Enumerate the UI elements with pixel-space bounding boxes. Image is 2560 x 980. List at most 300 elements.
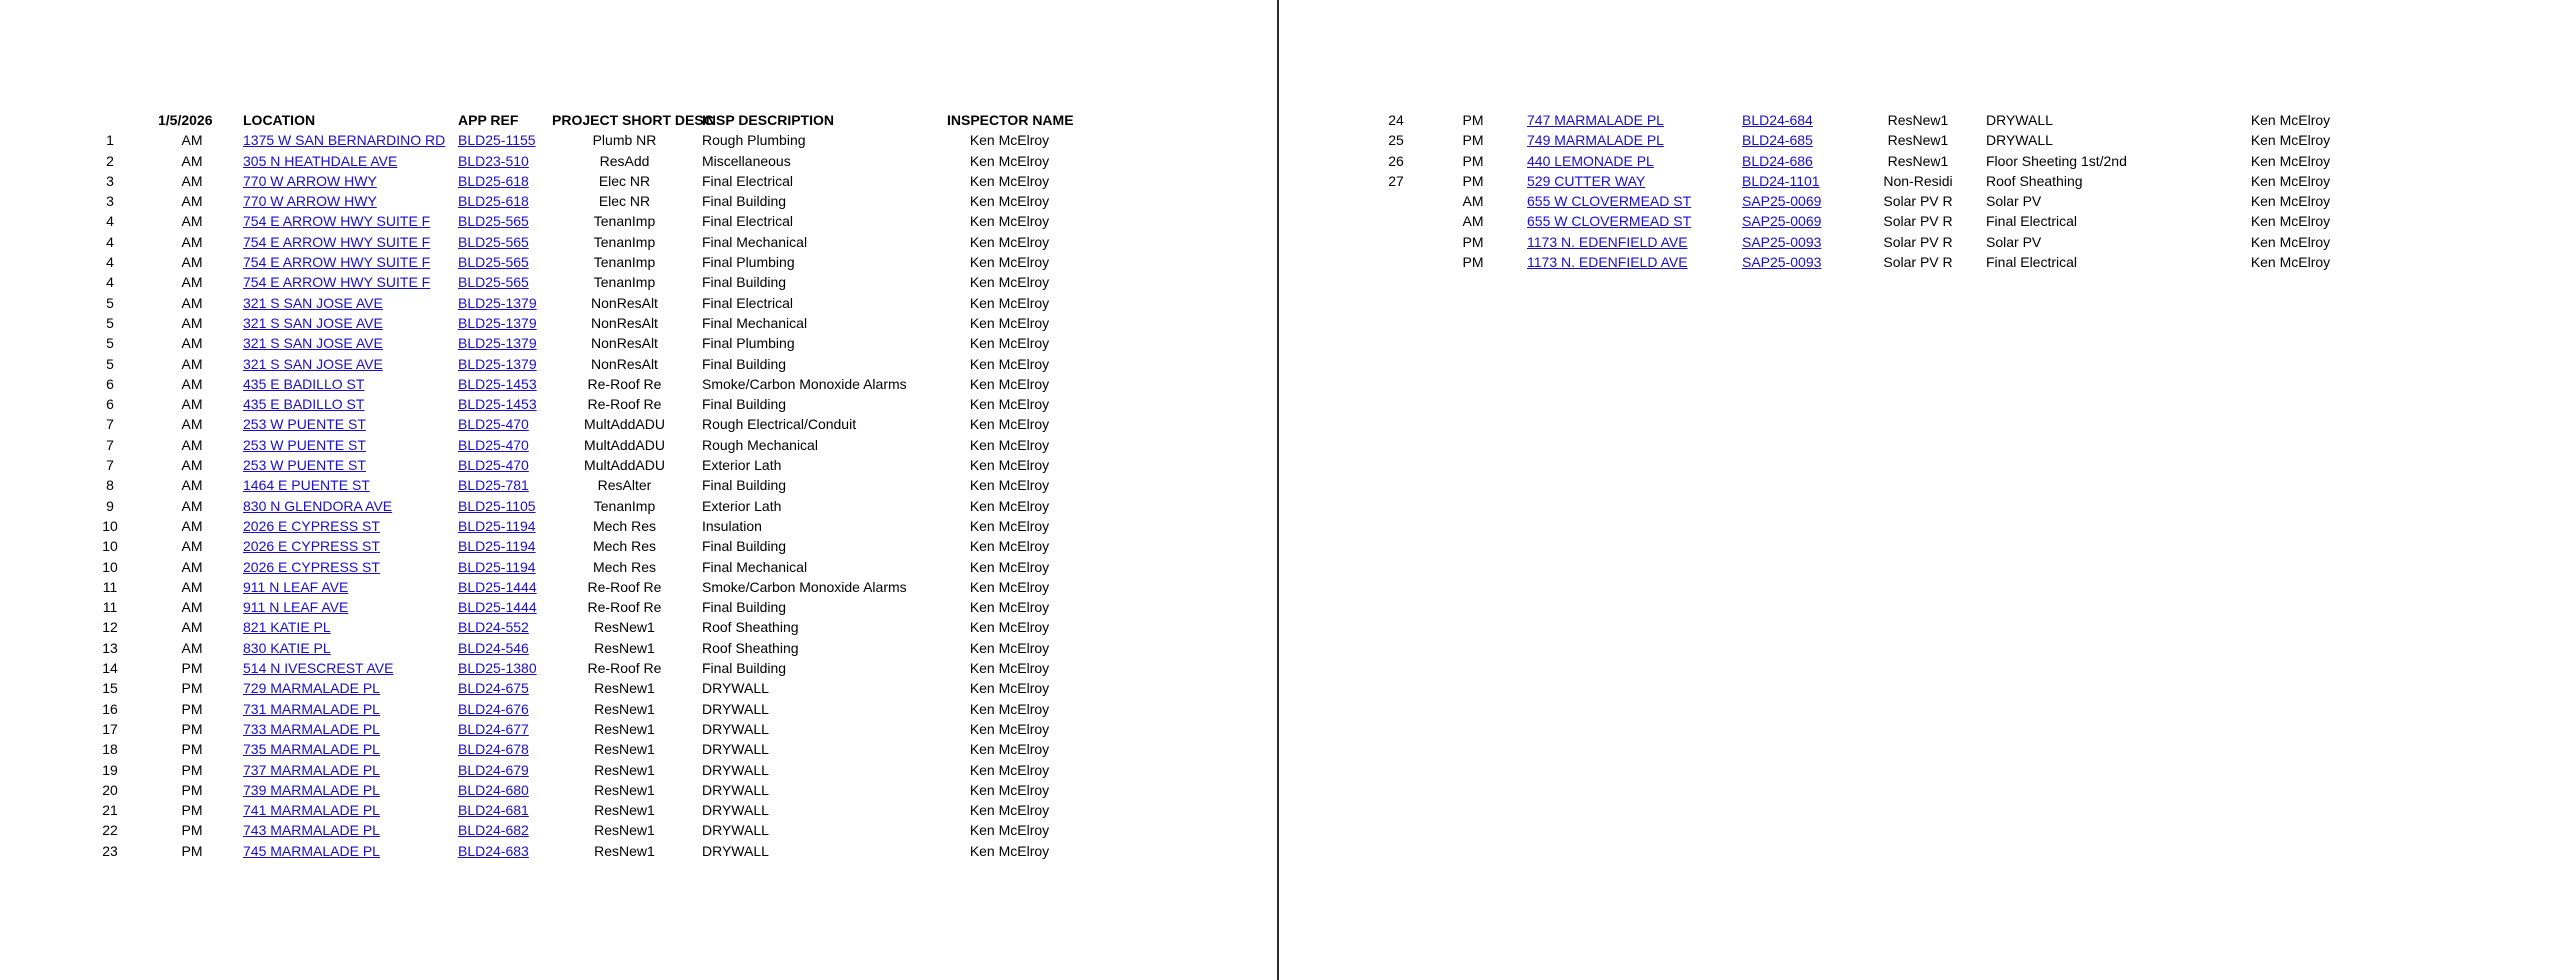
stop-number: 12 — [102, 619, 118, 636]
time-slot: AM — [181, 172, 203, 189]
app-ref-link[interactable]: BLD25-565 — [458, 233, 529, 250]
stop-number: 4 — [106, 254, 114, 271]
app-ref-link[interactable]: BLD25-1155 — [458, 132, 536, 149]
table-row — [1279, 191, 2560, 211]
inspector-name: Ken McElroy — [969, 700, 1050, 717]
location-link[interactable]: 754 E ARROW HWY SUITE F — [243, 254, 431, 271]
stop-number: 19 — [102, 761, 118, 778]
stop-number: 7 — [106, 416, 114, 433]
table-row — [0, 272, 1277, 292]
app-ref-link[interactable]: BLD25-618 — [458, 193, 529, 210]
stop-number: 6 — [106, 396, 114, 413]
location-link[interactable]: 821 KATIE PL — [243, 619, 331, 636]
location-link[interactable]: 321 S SAN JOSE AVE — [243, 294, 383, 311]
location-link[interactable]: 2026 E CYPRESS ST — [243, 538, 380, 555]
header-app-ref: APP REF — [458, 112, 519, 128]
stop-number: 20 — [102, 781, 118, 798]
time-slot: PM — [1462, 172, 1484, 189]
inspector-name: Ken McElroy — [969, 741, 1050, 758]
insp-description: Final Building — [702, 660, 787, 677]
inspector-name: Ken McElroy — [969, 680, 1050, 697]
location-link[interactable]: 729 MARMALADE PL — [243, 680, 380, 697]
app-ref-link[interactable]: BLD23-510 — [458, 152, 529, 169]
time-slot: AM — [181, 578, 203, 595]
inspector-name: Ken McElroy — [969, 802, 1050, 819]
app-ref-link[interactable]: BLD25-565 — [458, 213, 529, 230]
right-table-body — [1279, 110, 2560, 272]
inspector-name: Ken McElroy — [969, 457, 1050, 474]
time-slot: PM — [1462, 254, 1484, 271]
location-link[interactable]: 754 E ARROW HWY SUITE F — [243, 233, 431, 250]
time-slot: PM — [181, 761, 203, 778]
time-slot: AM — [1462, 193, 1484, 210]
app-ref-link[interactable]: BLD24-552 — [458, 619, 529, 636]
inspector-name: Ken McElroy — [969, 639, 1050, 656]
app-ref-link[interactable]: BLD24-1101 — [1742, 172, 1820, 189]
inspector-name: Ken McElroy — [969, 578, 1050, 595]
project-short-desc: MultAddADU — [584, 457, 665, 474]
location-link[interactable]: 747 MARMALADE PL — [1527, 112, 1664, 128]
stop-number: 25 — [1388, 132, 1404, 149]
insp-description: Final Building — [702, 538, 787, 555]
location-link[interactable]: 253 W PUENTE ST — [243, 436, 366, 453]
inspector-name: Ken McElroy — [969, 761, 1050, 778]
table-row — [1279, 130, 2560, 150]
location-link[interactable]: 655 W CLOVERMEAD ST — [1527, 213, 1692, 230]
time-slot: AM — [181, 375, 203, 392]
table-row — [0, 414, 1277, 434]
project-short-desc: Re-Roof Re — [587, 396, 662, 413]
inspector-name: Ken McElroy — [969, 619, 1050, 636]
table-row — [0, 739, 1277, 759]
location-link[interactable]: 733 MARMALADE PL — [243, 720, 380, 737]
time-slot: PM — [181, 802, 203, 819]
time-slot: PM — [181, 720, 203, 737]
table-row — [0, 232, 1277, 252]
table-row — [0, 719, 1277, 739]
inspector-name: Ken McElroy — [969, 152, 1050, 169]
table-row — [0, 151, 1277, 171]
project-short-desc: ResNew1 — [594, 720, 655, 737]
table-row — [0, 678, 1277, 698]
stop-number: 15 — [102, 680, 118, 697]
location-link[interactable]: 321 S SAN JOSE AVE — [243, 314, 383, 331]
project-short-desc: MultAddADU — [584, 436, 665, 453]
table-row — [0, 313, 1277, 333]
location-link[interactable]: 2026 E CYPRESS ST — [243, 517, 380, 534]
insp-description: Final Building — [702, 274, 787, 291]
insp-description: Smoke/Carbon Monoxide Alarms — [702, 578, 907, 595]
project-short-desc: Mech Res — [592, 558, 657, 575]
table-row — [0, 800, 1277, 820]
app-ref-link[interactable]: SAP25-0069 — [1742, 213, 1822, 230]
project-short-desc: ResNew1 — [594, 781, 655, 798]
project-short-desc: TenanImp — [593, 233, 656, 250]
project-short-desc: TenanImp — [593, 213, 656, 230]
insp-description: DRYWALL — [702, 842, 769, 859]
table-row — [0, 516, 1277, 536]
time-slot: AM — [181, 457, 203, 474]
time-slot: AM — [181, 436, 203, 453]
stop-number: 5 — [106, 314, 114, 331]
table-row — [0, 760, 1277, 780]
stop-number: 14 — [102, 660, 118, 677]
time-slot: AM — [181, 517, 203, 534]
project-short-desc: Solar PV R — [1883, 233, 1953, 250]
insp-description: Final Electrical — [702, 294, 794, 311]
stop-number: 10 — [102, 538, 118, 555]
insp-description: DRYWALL — [1986, 132, 2053, 149]
insp-description: Roof Sheathing — [1986, 172, 2083, 189]
inspector-name: Ken McElroy — [969, 375, 1050, 392]
header-inspector-name: INSPECTOR NAME — [947, 112, 1074, 128]
inspector-name: Ken McElroy — [2250, 233, 2331, 250]
app-ref-link[interactable]: BLD25-1105 — [458, 497, 536, 514]
app-ref-link[interactable]: BLD24-676 — [458, 700, 529, 717]
insp-description: Solar PV — [1986, 193, 2042, 210]
stop-number: 10 — [102, 558, 118, 575]
location-link[interactable]: 1375 W SAN BERNARDINO RD — [243, 132, 446, 149]
inspector-name: Ken McElroy — [969, 842, 1050, 859]
location-link[interactable]: 770 W ARROW HWY — [243, 172, 377, 189]
stop-number: 21 — [102, 802, 118, 819]
location-link[interactable]: 911 N LEAF AVE — [243, 578, 349, 595]
insp-description: Rough Mechanical — [702, 436, 818, 453]
location-link[interactable]: 731 MARMALADE PL — [243, 700, 380, 717]
table-row — [0, 354, 1277, 374]
location-link[interactable]: 305 N HEATHDALE AVE — [243, 152, 398, 169]
app-ref-link[interactable]: BLD24-678 — [458, 741, 529, 758]
location-link[interactable]: 321 S SAN JOSE AVE — [243, 335, 383, 352]
table-row — [1279, 252, 2560, 272]
time-slot: AM — [181, 274, 203, 291]
location-link[interactable]: 735 MARMALADE PL — [243, 741, 380, 758]
stop-number: 13 — [102, 639, 118, 656]
insp-description: DRYWALL — [1986, 112, 2053, 128]
location-link[interactable]: 741 MARMALADE PL — [243, 802, 380, 819]
inspector-name: Ken McElroy — [2250, 152, 2331, 169]
inspector-name: Ken McElroy — [2250, 193, 2331, 210]
inspector-name: Ken McElroy — [969, 314, 1050, 331]
time-slot: AM — [181, 152, 203, 169]
stop-number: 26 — [1388, 152, 1404, 169]
insp-description: Final Mechanical — [702, 233, 808, 250]
time-slot: PM — [181, 822, 203, 839]
project-short-desc: ResNew1 — [594, 680, 655, 697]
app-ref-link[interactable]: BLD25-1444 — [458, 599, 537, 616]
app-ref-link[interactable]: BLD24-680 — [458, 781, 529, 798]
time-slot: AM — [181, 396, 203, 413]
insp-description: Rough Electrical/Conduit — [702, 416, 857, 433]
project-short-desc: Re-Roof Re — [587, 599, 662, 616]
app-ref-link[interactable]: BLD24-681 — [458, 802, 529, 819]
time-slot: AM — [181, 193, 203, 210]
insp-description: Final Electrical — [1986, 213, 2078, 230]
stop-number: 7 — [106, 457, 114, 474]
location-link[interactable]: 655 W CLOVERMEAD ST — [1527, 193, 1692, 210]
project-short-desc: Non-Residi — [1883, 172, 1953, 189]
stop-number: 17 — [102, 720, 118, 737]
project-short-desc: ResNew1 — [594, 822, 655, 839]
time-slot: PM — [181, 781, 203, 798]
project-short-desc: MultAddADU — [584, 416, 665, 433]
time-slot: AM — [181, 599, 203, 616]
location-link[interactable]: 830 N GLENDORA AVE — [243, 497, 393, 514]
stop-number: 18 — [102, 741, 118, 758]
location-link[interactable]: 911 N LEAF AVE — [243, 599, 349, 616]
time-slot: PM — [181, 700, 203, 717]
insp-description: DRYWALL — [702, 741, 769, 758]
app-ref-link[interactable]: BLD25-470 — [458, 436, 529, 453]
time-slot: AM — [181, 497, 203, 514]
insp-description: DRYWALL — [702, 761, 769, 778]
inspector-name: Ken McElroy — [969, 132, 1050, 149]
table-row — [0, 394, 1277, 414]
app-ref-link[interactable]: BLD25-565 — [458, 254, 529, 271]
location-link[interactable]: 754 E ARROW HWY SUITE F — [243, 213, 431, 230]
time-slot: PM — [1462, 132, 1484, 149]
insp-description: Roof Sheathing — [702, 619, 799, 636]
inspector-name: Ken McElroy — [2250, 112, 2331, 128]
location-link[interactable]: 749 MARMALADE PL — [1527, 132, 1664, 149]
table-row — [1279, 211, 2560, 231]
app-ref-link[interactable]: BLD24-677 — [458, 720, 529, 737]
table-row — [0, 130, 1277, 150]
app-ref-link[interactable]: BLD25-1444 — [458, 578, 537, 595]
inspector-name: Ken McElroy — [969, 233, 1050, 250]
project-short-desc: Re-Roof Re — [587, 375, 662, 392]
app-ref-link[interactable]: BLD24-682 — [458, 822, 529, 839]
app-ref-link[interactable]: BLD25-1379 — [458, 335, 537, 352]
app-ref-link[interactable]: BLD25-565 — [458, 274, 529, 291]
table-row — [0, 577, 1277, 597]
project-short-desc: ResNew1 — [1887, 112, 1949, 128]
time-slot: PM — [181, 660, 203, 677]
left-page — [0, 110, 1277, 861]
location-link[interactable]: 253 W PUENTE ST — [243, 416, 366, 433]
location-link[interactable]: 435 E BADILLO ST — [243, 396, 365, 413]
location-link[interactable]: 754 E ARROW HWY SUITE F — [243, 274, 431, 291]
table-row — [0, 171, 1277, 191]
inspector-name: Ken McElroy — [969, 355, 1050, 372]
insp-description: Solar PV — [1986, 233, 2042, 250]
location-link[interactable]: 321 S SAN JOSE AVE — [243, 355, 383, 372]
project-short-desc: NonResAlt — [591, 294, 658, 311]
location-link[interactable]: 743 MARMALADE PL — [243, 822, 380, 839]
app-ref-link[interactable]: BLD25-618 — [458, 172, 529, 189]
inspector-name: Ken McElroy — [969, 538, 1050, 555]
table-row — [0, 293, 1277, 313]
app-ref-link[interactable]: SAP25-0069 — [1742, 193, 1822, 210]
app-ref-link[interactable]: BLD24-675 — [458, 680, 529, 697]
table-row — [0, 557, 1277, 577]
insp-description: Final Building — [702, 355, 787, 372]
stop-number: 27 — [1388, 172, 1404, 189]
inspector-name: Ken McElroy — [969, 477, 1050, 494]
time-slot: AM — [181, 132, 203, 149]
inspector-name: Ken McElroy — [2250, 213, 2331, 230]
inspector-name: Ken McElroy — [969, 558, 1050, 575]
inspector-name: Ken McElroy — [969, 193, 1050, 210]
insp-description: Rough Plumbing — [702, 132, 806, 149]
time-slot: AM — [181, 639, 203, 656]
insp-description: Smoke/Carbon Monoxide Alarms — [702, 375, 907, 392]
location-link[interactable]: 739 MARMALADE PL — [243, 781, 380, 798]
project-short-desc: ResNew1 — [594, 842, 655, 859]
table-row — [0, 780, 1277, 800]
table-row — [0, 496, 1277, 516]
inspector-name: Ken McElroy — [969, 599, 1050, 616]
time-slot: AM — [181, 314, 203, 331]
time-slot: PM — [1462, 233, 1484, 250]
app-ref-link[interactable]: BLD25-1453 — [458, 396, 537, 413]
header-date: 1/5/2026 — [158, 112, 213, 128]
app-ref-link[interactable]: BLD25-1379 — [458, 314, 537, 331]
stop-number: 8 — [106, 477, 114, 494]
insp-description: Final Building — [702, 193, 787, 210]
app-ref-link[interactable]: BLD25-470 — [458, 416, 529, 433]
project-short-desc: Plumb NR — [592, 132, 657, 149]
table-row — [0, 333, 1277, 353]
location-link[interactable]: 1173 N. EDENFIELD AVE — [1527, 254, 1688, 271]
app-ref-link[interactable]: BLD25-1194 — [458, 517, 536, 534]
inspector-name: Ken McElroy — [969, 172, 1050, 189]
stop-number: 9 — [106, 497, 114, 514]
stop-number: 4 — [106, 274, 114, 291]
stop-number: 5 — [106, 355, 114, 372]
project-short-desc: NonResAlt — [591, 314, 658, 331]
insp-description: Final Building — [702, 396, 787, 413]
inspector-name: Ken McElroy — [969, 517, 1050, 534]
app-ref-link[interactable]: SAP25-0093 — [1742, 233, 1822, 250]
app-ref-link[interactable]: BLD24-685 — [1742, 132, 1813, 149]
app-ref-link[interactable]: BLD24-683 — [458, 842, 529, 859]
location-link[interactable]: 2026 E CYPRESS ST — [243, 558, 380, 575]
app-ref-link[interactable]: BLD25-1379 — [458, 294, 537, 311]
location-link[interactable]: 253 W PUENTE ST — [243, 457, 366, 474]
app-ref-link[interactable]: BLD25-1194 — [458, 558, 536, 575]
stop-number: 1 — [106, 132, 114, 149]
stop-number: 7 — [106, 436, 114, 453]
location-link[interactable]: 1464 E PUENTE ST — [243, 477, 370, 494]
table-row — [0, 597, 1277, 617]
project-short-desc: NonResAlt — [591, 335, 658, 352]
stop-number: 5 — [106, 294, 114, 311]
time-slot: AM — [181, 335, 203, 352]
app-ref-link[interactable]: BLD25-470 — [458, 457, 529, 474]
table-row — [0, 252, 1277, 272]
left-table-body — [0, 130, 1277, 861]
table-row — [0, 475, 1277, 495]
project-short-desc: ResNew1 — [594, 639, 655, 656]
time-slot: AM — [181, 254, 203, 271]
app-ref-link[interactable]: BLD25-781 — [458, 477, 529, 494]
app-ref-link[interactable]: BLD24-686 — [1742, 152, 1813, 169]
location-link[interactable]: 435 E BADILLO ST — [243, 375, 365, 392]
location-link[interactable]: 770 W ARROW HWY — [243, 193, 377, 210]
time-slot: PM — [1462, 152, 1484, 169]
project-short-desc: ResNew1 — [1887, 132, 1949, 149]
project-short-desc: Mech Res — [592, 538, 657, 555]
app-ref-link[interactable]: BLD24-679 — [458, 761, 529, 778]
location-link[interactable]: 1173 N. EDENFIELD AVE — [1527, 233, 1688, 250]
header-row — [0, 110, 1277, 130]
stop-number: 11 — [102, 599, 118, 616]
location-link[interactable]: 514 N IVESCREST AVE — [243, 660, 394, 677]
app-ref-link[interactable]: BLD24-546 — [458, 639, 529, 656]
project-short-desc: ResNew1 — [594, 741, 655, 758]
project-short-desc: Mech Res — [592, 517, 657, 534]
insp-description: DRYWALL — [702, 781, 769, 798]
location-link[interactable]: 529 CUTTER WAY — [1527, 172, 1646, 189]
project-short-desc: Elec NR — [598, 172, 651, 189]
insp-description: Final Building — [702, 477, 787, 494]
inspector-name: Ken McElroy — [969, 254, 1050, 271]
stop-number: 22 — [102, 822, 118, 839]
inspector-name: Ken McElroy — [969, 497, 1050, 514]
time-slot: AM — [181, 233, 203, 250]
insp-description: Final Electrical — [702, 213, 794, 230]
time-slot: AM — [181, 355, 203, 372]
project-short-desc: ResNew1 — [594, 619, 655, 636]
project-short-desc: ResAlter — [597, 477, 652, 494]
stop-number: 11 — [102, 578, 118, 595]
stop-number: 2 — [106, 152, 114, 169]
inspector-name: Ken McElroy — [969, 396, 1050, 413]
table-row — [1279, 171, 2560, 191]
location-link[interactable]: 737 MARMALADE PL — [243, 761, 380, 778]
time-slot: AM — [181, 538, 203, 555]
table-row — [0, 658, 1277, 678]
app-ref-link[interactable]: BLD25-1380 — [458, 660, 537, 677]
location-link[interactable]: 440 LEMONADE PL — [1527, 152, 1654, 169]
insp-description: DRYWALL — [702, 700, 769, 717]
insp-description: Roof Sheathing — [702, 639, 799, 656]
stop-number: 16 — [102, 700, 118, 717]
insp-description: Exterior Lath — [702, 457, 782, 474]
table-row — [1279, 232, 2560, 252]
project-short-desc: Solar PV R — [1883, 213, 1953, 230]
insp-description: DRYWALL — [702, 802, 769, 819]
location-link[interactable]: 830 KATIE PL — [243, 639, 331, 656]
table-row — [0, 536, 1277, 556]
app-ref-link[interactable]: BLD25-1453 — [458, 375, 537, 392]
time-slot: AM — [181, 213, 203, 230]
app-ref-link[interactable]: BLD25-1194 — [458, 538, 536, 555]
insp-description: Final Mechanical — [702, 558, 808, 575]
insp-description: Final Electrical — [702, 172, 794, 189]
inspector-name: Ken McElroy — [2250, 132, 2331, 149]
app-ref-link[interactable]: BLD24-684 — [1742, 112, 1813, 128]
location-link[interactable]: 745 MARMALADE PL — [243, 842, 380, 859]
project-short-desc: Elec NR — [598, 193, 651, 210]
project-short-desc: ResNew1 — [594, 761, 655, 778]
project-short-desc: TenanImp — [593, 254, 656, 271]
table-row — [0, 699, 1277, 719]
time-slot: AM — [181, 558, 203, 575]
time-slot: PM — [181, 680, 203, 697]
insp-description: Insulation — [702, 517, 762, 534]
inspector-name: Ken McElroy — [969, 335, 1050, 352]
inspector-name: Ken McElroy — [969, 781, 1050, 798]
time-slot: AM — [181, 294, 203, 311]
time-slot: AM — [181, 477, 203, 494]
table-row — [0, 435, 1277, 455]
table-row — [0, 841, 1277, 861]
app-ref-link[interactable]: BLD25-1379 — [458, 355, 537, 372]
app-ref-link[interactable]: SAP25-0093 — [1742, 254, 1822, 271]
inspector-name: Ken McElroy — [969, 822, 1050, 839]
